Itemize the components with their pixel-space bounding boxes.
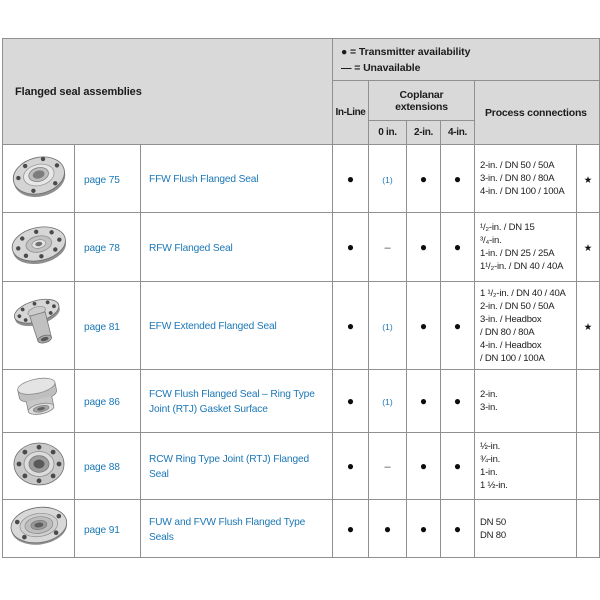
- availability-cell: [333, 145, 369, 213]
- table-title: Flanged seal assemblies: [15, 85, 142, 98]
- page-cell: [75, 282, 141, 370]
- page-link[interactable]: page 88: [84, 462, 120, 473]
- availability-dot: ●: [419, 240, 428, 254]
- page-cell: [75, 433, 141, 500]
- availability-cell: [441, 282, 475, 370]
- process-connection-line: ¾-in.: [480, 454, 501, 465]
- star-cell: [577, 500, 600, 558]
- process-connection-line: 3-in. / Headbox: [480, 313, 542, 325]
- footnote-1-link[interactable]: (1): [382, 321, 393, 332]
- fuw-fvw-flange-photo-icon: [9, 500, 69, 552]
- process-connections-cell: [475, 282, 577, 370]
- process-connections-cell: [475, 145, 577, 213]
- seal-name-cell: [141, 370, 333, 433]
- availability-cell: [441, 370, 475, 433]
- availability-cell: [369, 500, 407, 558]
- seal-name-link[interactable]: EFW Extended Flanged Seal: [149, 321, 277, 332]
- availability-cell: [407, 282, 441, 370]
- footnote-1-link[interactable]: (1): [382, 397, 393, 407]
- availability-cell: [333, 282, 369, 370]
- availability-cell: [441, 213, 475, 282]
- seal-name-cell: [141, 433, 333, 500]
- process-connection-line: 4-in. / Headbox: [480, 339, 542, 351]
- availability-cell: [441, 500, 475, 558]
- table-row: [3, 433, 600, 500]
- flange-photo-cell: [3, 145, 75, 213]
- table-row: [3, 282, 600, 370]
- flange-photo-cell: [3, 213, 75, 282]
- availability-dot: ●: [453, 521, 462, 536]
- flange-photo-cell: [3, 500, 75, 558]
- availability-dot: ●: [346, 318, 355, 333]
- availability-dot: ●: [346, 521, 355, 536]
- column-header-4in: 4-in.: [441, 121, 475, 145]
- star-icon: ★: [583, 243, 593, 254]
- seal-name-link[interactable]: FCW Flush Flanged Seal – Ring Type Joint (RTJ) Gasket Surface: [149, 389, 315, 415]
- process-connection-line: 2-in. / DN 50 / 50A: [480, 160, 555, 171]
- page-cell: [75, 370, 141, 433]
- process-connection-line: 1 ¹/₂-in. / DN 40 / 40A: [480, 287, 566, 299]
- rcw-flange-photo-icon: [9, 438, 69, 490]
- process-connection-line: 1-in. / DN 25 / 25A: [480, 248, 555, 259]
- availability-dot: ●: [346, 459, 355, 473]
- ffw-flange-photo-icon: [9, 150, 69, 202]
- page-link[interactable]: page 91: [84, 524, 120, 536]
- legend-unavailable: — = Unavailable: [341, 61, 421, 74]
- efw-flange-photo-icon: [9, 297, 69, 349]
- seal-name-link[interactable]: FFW Flush Flanged Seal: [149, 174, 259, 185]
- process-connection-line: / DN 100 / 100A: [480, 352, 545, 364]
- legend-cell: [333, 39, 600, 81]
- process-connections-cell: [475, 433, 577, 500]
- availability-dot: ●: [419, 318, 428, 333]
- rfw-flange-photo-icon: [9, 219, 69, 271]
- seal-name-cell: [141, 145, 333, 213]
- flange-photo-cell: [3, 282, 75, 370]
- availability-dot: ●: [453, 240, 462, 254]
- seal-name-link[interactable]: RCW Ring Type Joint (RTJ) Flanged Seal: [149, 454, 309, 480]
- availability-dot: ●: [453, 459, 462, 473]
- column-header-2in: 2-in.: [407, 121, 441, 145]
- seal-name-link[interactable]: RFW Flanged Seal: [149, 242, 233, 254]
- footnote-1-link[interactable]: (1): [382, 174, 393, 185]
- table-row: [3, 500, 600, 558]
- availability-dot: ●: [346, 394, 355, 408]
- availability-cell: [333, 213, 369, 282]
- process-connection-line: 3-in. / DN 80 / 80A: [480, 173, 555, 184]
- process-connection-line: DN 80: [480, 529, 506, 541]
- table-row: [3, 145, 600, 213]
- column-header-process-connections: Process connections: [475, 81, 600, 145]
- availability-dot: ●: [383, 521, 392, 536]
- star-icon: ★: [583, 174, 593, 186]
- process-connection-line: 1 ½-in.: [480, 480, 508, 491]
- star-cell: [577, 370, 600, 433]
- table-title-cell: [3, 39, 333, 145]
- availability-cell: [369, 370, 407, 433]
- process-connections-cell: [475, 213, 577, 282]
- page-cell: [75, 500, 141, 558]
- availability-cell: [333, 500, 369, 558]
- flange-photo-cell: [3, 370, 75, 433]
- table-body: [3, 145, 600, 558]
- availability-dot: ●: [453, 394, 462, 408]
- process-connection-line: 2-in.: [480, 389, 498, 400]
- flanged-seal-table: [2, 38, 600, 558]
- process-connection-line: 4-in. / DN 100 / 100A: [480, 186, 565, 197]
- column-header-0in: 0 in.: [369, 121, 407, 145]
- process-connection-line: 1¹/₂-in. / DN 40 / 40A: [480, 261, 564, 272]
- availability-cell: [407, 213, 441, 282]
- process-connection-line: ³/₄-in.: [480, 235, 502, 246]
- process-connection-line: DN 50: [480, 516, 506, 528]
- seal-name-link[interactable]: FUW and FVW Flush Flanged Type Seals: [149, 516, 306, 543]
- availability-cell: [407, 370, 441, 433]
- process-connection-line: 2-in. / DN 50 / 50A: [480, 300, 555, 312]
- page-cell: [75, 145, 141, 213]
- availability-dot: ●: [346, 171, 355, 186]
- page-cell: [75, 213, 141, 282]
- unavailable-dash: –: [384, 461, 391, 473]
- process-connection-line: 1-in.: [480, 467, 498, 478]
- star-icon: ★: [583, 321, 593, 333]
- availability-cell: [407, 145, 441, 213]
- seal-name-cell: [141, 213, 333, 282]
- page-link[interactable]: page 86: [84, 397, 120, 408]
- seal-name-cell: [141, 500, 333, 558]
- availability-dot: ●: [419, 459, 428, 473]
- availability-dot: ●: [419, 521, 428, 536]
- process-connection-line: / DN 80 / 80A: [480, 326, 535, 338]
- page-link[interactable]: page 75: [84, 174, 120, 186]
- availability-cell: [369, 145, 407, 213]
- availability-dot: ●: [453, 171, 462, 186]
- availability-dot: ●: [419, 171, 428, 186]
- availability-cell: [441, 433, 475, 500]
- star-cell: [577, 145, 600, 213]
- availability-cell: [441, 145, 475, 213]
- seal-name-cell: [141, 282, 333, 370]
- process-connections-cell: [475, 370, 577, 433]
- availability-cell: [333, 370, 369, 433]
- availability-dot: ●: [453, 318, 462, 333]
- table-header: [3, 39, 600, 145]
- process-connection-line: ¹/₂-in. / DN 15: [480, 222, 535, 233]
- unavailable-dash: –: [384, 242, 391, 254]
- availability-cell: [369, 282, 407, 370]
- flange-photo-cell: [3, 433, 75, 500]
- availability-dot: ●: [346, 240, 355, 254]
- process-connection-line: ½-in.: [480, 441, 501, 452]
- availability-cell: [369, 433, 407, 500]
- table-row: [3, 213, 600, 282]
- star-cell: [577, 433, 600, 500]
- table-row: [3, 370, 600, 433]
- process-connections-cell: [475, 500, 577, 558]
- star-cell: [577, 282, 600, 370]
- legend-availability: ● = Transmitter availability: [341, 45, 471, 58]
- availability-cell: [333, 433, 369, 500]
- availability-cell: [369, 213, 407, 282]
- page-link[interactable]: page 81: [84, 321, 120, 333]
- availability-dot: ●: [419, 394, 428, 408]
- availability-cell: [407, 433, 441, 500]
- fcw-flange-photo-icon: [9, 373, 69, 425]
- column-header-coplanar-extensions: Coplanar extensions: [369, 81, 475, 121]
- column-header-inline: In-Line: [333, 81, 369, 145]
- process-connection-line: 3-in.: [480, 402, 498, 413]
- page-link[interactable]: page 78: [84, 243, 120, 254]
- availability-cell: [407, 500, 441, 558]
- star-cell: [577, 213, 600, 282]
